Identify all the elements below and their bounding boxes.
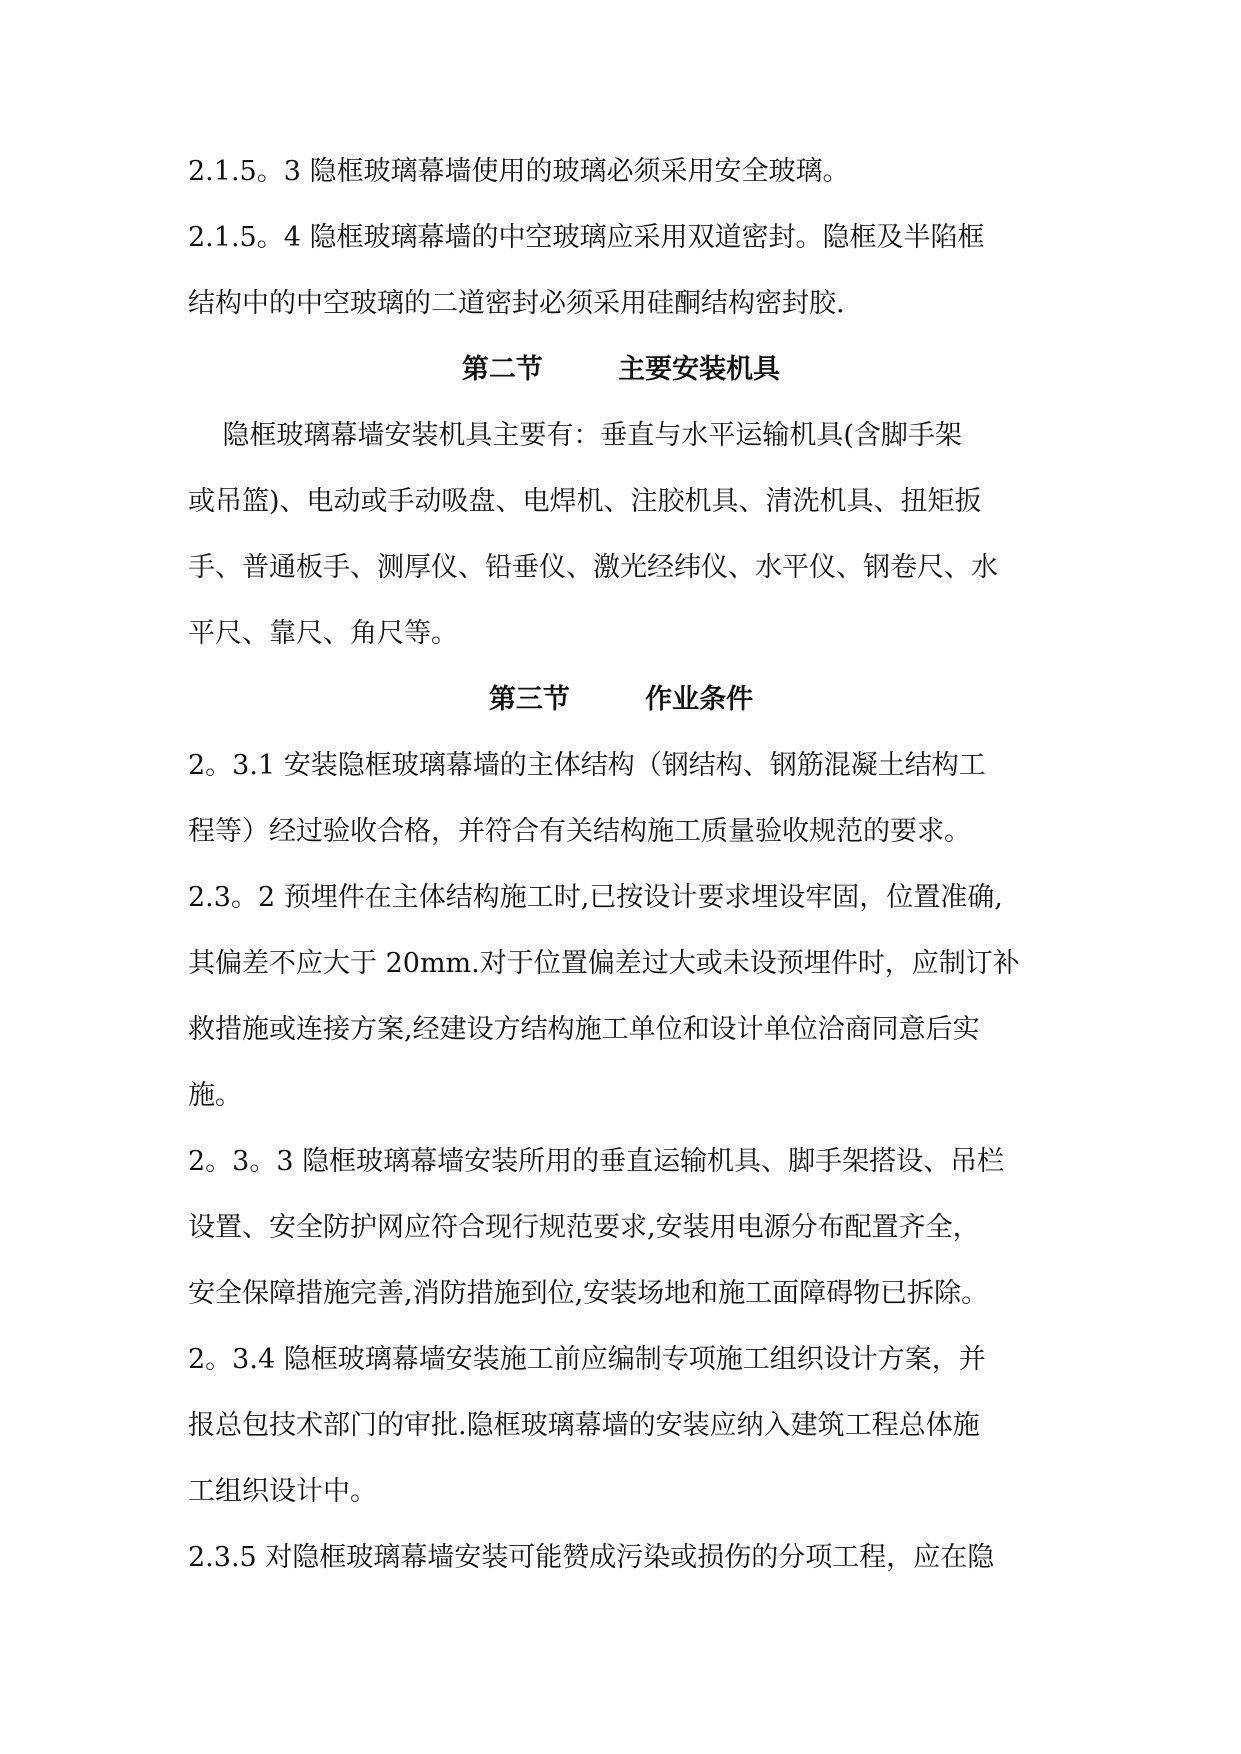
line-gap — [188, 1508, 1054, 1541]
line-gap — [188, 452, 1054, 485]
line-gap — [188, 782, 1054, 815]
paragraph-line: 手、普通板手、测厚仪、铅垂仪、激光经纬仪、水平仪、钢卷尺、水 — [188, 552, 998, 583]
paragraph-line: 或吊篮)、电动或手动吸盘、电焊机、注胶机具、清洗机具、扭矩扳 — [188, 486, 982, 517]
paragraph-line: 平尺、靠尺、角尺等。 — [188, 618, 458, 649]
line-gap — [188, 1046, 1054, 1079]
line-gap — [188, 1442, 1054, 1475]
paragraph-line: 救措施或连接方案,经建设方结构施工单位和设计单位洽商同意后实 — [188, 1014, 980, 1045]
paragraph-line: 其偏差不应大于 20mm.对于位置偏差过大或未设预埋件时，应制订补 — [188, 948, 1020, 979]
line-gap — [188, 716, 1054, 749]
line-gap — [188, 518, 1054, 551]
paragraph-line: 2.3。2 预埋件在主体结构施工时,已按设计要求埋设牢固，位置准确, — [188, 882, 1003, 913]
paragraph-line: 2.1.5。3 隐框玻璃幕墙使用的玻璃必须采用安全玻璃。 — [188, 156, 850, 187]
line-gap — [188, 650, 1054, 683]
line-gap — [188, 1310, 1054, 1343]
paragraph-line: 隐框玻璃幕墙安装机具主要有：垂直与水平运输机具(含脚手架 — [188, 420, 962, 451]
line-gap — [188, 1178, 1054, 1211]
section-heading: 第二节 主要安装机具 — [461, 354, 781, 385]
paragraph-line: 2。3.1 安装隐框玻璃幕墙的主体结构（钢结构、钢筋混凝土结构工 — [188, 750, 986, 781]
line-gap — [188, 848, 1054, 881]
line-gap — [188, 386, 1054, 419]
line-gap — [188, 320, 1054, 353]
paragraph-line: 2.3.5 对隐框玻璃幕墙安装可能赞成污染或损伤的分项工程，应在隐 — [188, 1542, 995, 1573]
paragraph-line: 2。3。3 隐框玻璃幕墙安装所用的垂直运输机具、脚手架搭设、吊栏 — [188, 1146, 1005, 1177]
line-gap — [188, 980, 1054, 1013]
paragraph-line: 2。3.4 隐框玻璃幕墙安装施工前应编制专项施工组织设计方案，并 — [188, 1344, 986, 1375]
paragraph-line: 2.1.5。4 隐框玻璃幕墙的中空玻璃应采用双道密封。隐框及半陷框 — [188, 222, 985, 253]
line-gap — [188, 1112, 1054, 1145]
paragraph-line: 设置、安全防护网应符合现行规范要求,安装用电源分布配置齐全， — [188, 1212, 980, 1243]
paragraph-line: 施。 — [188, 1080, 242, 1111]
paragraph-line: 安全保障措施完善,消防措施到位,安装场地和施工面障碍物已拆除。 — [188, 1278, 989, 1309]
line-gap — [188, 188, 1054, 221]
paragraph-line: 结构中的中空玻璃的二道密封必须采用硅酮结构密封胶. — [188, 288, 845, 319]
line-gap — [188, 914, 1054, 947]
paragraph-line: 程等）经过验收合格，并符合有关结构施工质量验收规范的要求。 — [188, 816, 971, 847]
paragraph-line: 报总包技术部门的审批.隐框玻璃幕墙的安装应纳入建筑工程总体施 — [188, 1410, 980, 1441]
line-gap — [188, 1376, 1054, 1409]
line-gap — [188, 1244, 1054, 1277]
line-gap — [188, 584, 1054, 617]
line-gap — [188, 254, 1054, 287]
paragraph-line: 工组织设计中。 — [188, 1476, 377, 1507]
document-body — [188, 155, 1054, 1574]
section-heading: 第三节 作业条件 — [488, 684, 754, 715]
